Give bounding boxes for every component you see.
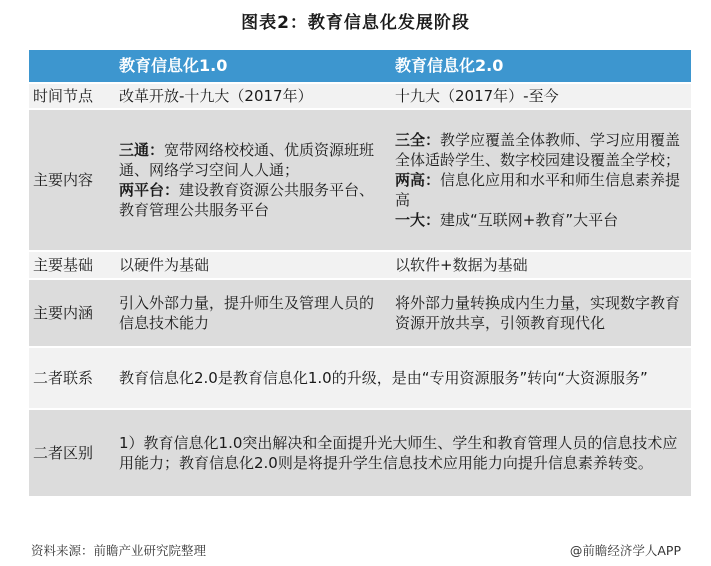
cell-basis-edu-1: 以硬件为基础 [115,251,391,279]
row-label-time: 时间节点 [29,83,115,109]
table-header-row [29,50,691,83]
table-row-basis [29,251,691,279]
content-edu-2-para-1 [395,130,687,170]
keyword-liang-pingtai: 两平台： [119,181,180,199]
cell-meaning-edu-1: 引入外部力量，提升师生及管理人员的信息技术能力 [115,279,391,347]
cell-meaning-edu-2: 将外部力量转换成内生力量，实现数字教育资源开放共享，引领教育现代化 [391,279,691,347]
table-row-content [29,109,691,251]
keyword-san-tong: 三通： [119,141,165,159]
header-edu-2: 教育信息化2.0 [391,50,691,83]
brand-credit: @前瞻经济学人APP [569,543,681,558]
row-label-relation: 二者联系 [29,347,115,409]
cell-difference: 1）教育信息化1.0突出解决和全面提升光大师生、学生和教育管理人员的信息技术应用能力；教育信息化2.0则是将提升学生信息技术应用能力向提升信息素养转变。 [115,409,691,497]
table-row-meaning [29,279,691,347]
content-edu-1-para-1 [119,140,387,180]
text-san-tong: 宽带网络校校通、优质资源班班通、网络学习空间人人通； [119,141,375,179]
row-label-meaning: 主要内涵 [29,279,115,347]
content-edu-1-para-2 [119,180,387,220]
education-stages-table [29,50,691,498]
header-edu-1: 教育信息化1.0 [115,50,391,83]
cell-time-edu-1: 改革开放-十九大（2017年） [115,83,391,109]
text-liang-gao: 信息化应用和水平和师生信息素养提高 [395,171,681,209]
row-label-basis: 主要基础 [29,251,115,279]
cell-relation: 教育信息化2.0是教育信息化1.0的升级，是由“专用资源服务”转向“大资源服务” [115,347,691,409]
keyword-san-quan: 三全： [395,131,441,149]
row-label-content: 主要内容 [29,109,115,251]
table-row-relation [29,347,691,409]
keyword-liang-gao: 两高： [395,171,441,189]
text-liang-pingtai: 建设教育资源公共服务平台、教育管理公共服务平台 [119,181,375,219]
cell-content-edu-2 [391,109,691,251]
text-yi-da: 建成“互联网+教育”大平台 [440,211,619,229]
table-row-time [29,83,691,109]
keyword-yi-da: 一大： [395,211,441,229]
text-san-quan: 教学应覆盖全体教师、学习应用覆盖全体适龄学生、数字校园建设覆盖全学校； [395,131,681,169]
cell-basis-edu-2: 以软件+数据为基础 [391,251,691,279]
source-note: 资料来源：前瞻产业研究院整理 [31,543,207,558]
header-corner-cell [29,50,115,83]
cell-time-edu-2: 十九大（2017年）-至今 [391,83,691,109]
content-edu-2-para-2 [395,170,687,210]
figure-title: 图表2：教育信息化发展阶段 [241,13,470,33]
table-row-difference [29,409,691,497]
row-label-difference: 二者区别 [29,409,115,497]
cell-content-edu-1 [115,109,391,251]
content-edu-2-para-3 [395,210,687,230]
